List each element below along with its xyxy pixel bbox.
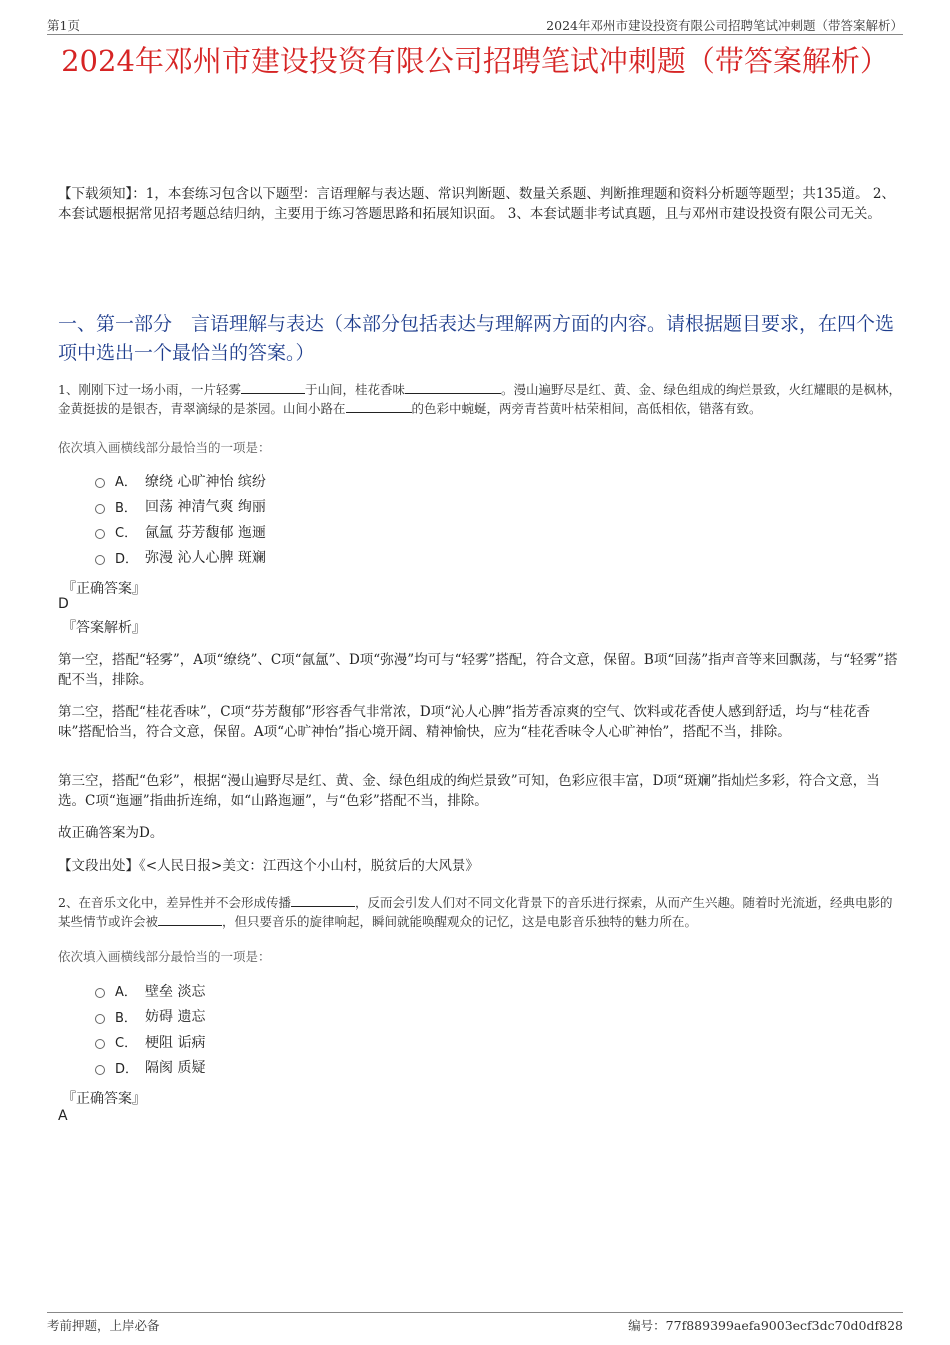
radio-button[interactable]	[95, 504, 105, 514]
radio-button[interactable]	[95, 529, 105, 539]
fill-blank	[405, 380, 501, 394]
analysis-conclusion: 故正确答案为D。	[58, 825, 164, 841]
option-text: 弥漫 沁人心脾 斑斓	[145, 550, 266, 567]
q1-text-part: 的色彩中蜿蜒，两旁青苔黄叶枯荣相间，高低相依，错落有致。	[411, 401, 762, 416]
option-text: 缭绕 心旷神怡 缤纷	[145, 473, 266, 490]
fill-blank	[346, 399, 412, 413]
option-text: 氤氲 芬芳馥郁 迤逦	[145, 524, 266, 541]
section-heading: 一、第一部分 言语理解与表达（本部分包括表达与理解两方面的内容。请根据题目要求，在四个选项中选出一个最恰当的答案。）	[58, 313, 895, 364]
correct-answer: D	[58, 596, 69, 612]
q2-text-part: ，但只要音乐的旋律响起，瞬间就能唤醒观众的记忆，这是电影音乐独特的魅力所在。	[222, 914, 698, 929]
option-c[interactable]	[95, 1029, 205, 1055]
radio-button[interactable]	[95, 988, 105, 998]
fill-blank	[158, 912, 222, 926]
option-letter: C．	[115, 526, 138, 542]
option-letter: B．	[115, 1010, 137, 1026]
radio-button[interactable]	[95, 1039, 105, 1049]
option-text: 梗阻 诟病	[145, 1034, 206, 1051]
option-a[interactable]	[95, 978, 205, 1004]
option-text: 壁垒 淡忘	[145, 983, 206, 1000]
fill-blank	[291, 893, 355, 907]
radio-button[interactable]	[95, 1065, 105, 1075]
option-letter: A．	[115, 475, 137, 491]
fill-blank	[241, 380, 305, 394]
answer-label: 『正确答案』	[62, 1091, 146, 1107]
header-doc-title: 2024年邓州市建设投资有限公司招聘笔试冲刺题（带答案解析）	[546, 18, 903, 33]
footer-slogan: 考前押题，上岸必备	[47, 1318, 160, 1333]
document-title: 2024年邓州市建设投资有限公司招聘笔试冲刺题（带答案解析）	[61, 44, 889, 78]
correct-answer: A	[58, 1108, 68, 1124]
question-2-options	[95, 978, 205, 1080]
option-text: 回荡 神清气爽 绚丽	[145, 499, 266, 516]
option-letter: D．	[115, 1061, 139, 1077]
option-letter: D．	[115, 551, 139, 567]
question-1-prompt: 依次填入画横线部分最恰当的一项是：	[58, 440, 271, 455]
option-letter: B．	[115, 500, 137, 516]
q2-text-part: ，反而会引发人们对不同文化背景下的音乐进行探索，从而产生兴趣。随着时光流逝，经典电影的某些情节或许会被	[58, 895, 893, 929]
page-footer	[47, 1312, 903, 1333]
download-notice: 【下载须知】：1，本套练习包含以下题型：言语理解与表达题、常识判断题、数量关系题、判断推理题和资料分析题等题型；共135道。 2、本套试题根据常见招考题总结归纳，主要用于练习答题思路和拓展知识面。 3、本套试题非考试真题，且与邓州市建设投资有限公司无关。	[58, 186, 895, 222]
analysis-label: 『答案解析』	[62, 620, 146, 636]
option-b[interactable]	[95, 1004, 205, 1030]
question-1-text	[58, 380, 902, 418]
radio-button[interactable]	[95, 1014, 105, 1024]
analysis-paragraph: 第二空，搭配“桂花香味”，C项“芬芳馥郁”形容香气非常浓，D项“沁人心脾”指芳香凉爽的空气、饮料或花香使人感到舒适，均与“桂花香味”搭配恰当，符合文意，保留。A项“心旷神怡”指心境开阔、精神愉快，应为“桂花香味令人心旷神怡”，搭配不当，排除。	[58, 704, 870, 740]
page-header	[47, 14, 903, 35]
option-text: 妨碍 遗忘	[145, 1009, 206, 1026]
question-2-text	[58, 893, 902, 931]
analysis-paragraph: 第三空，搭配“色彩”，根据“漫山遍野尽是红、黄、金、绿色组成的绚烂景致”可知，色彩应很丰富，D项“斑斓”指灿烂多彩，符合文意，当选。C项“迤逦”指曲折连绵，如“山路迤逦”，与“色彩”搭配不当，排除。	[58, 773, 880, 809]
page-number: 第1页	[47, 18, 80, 33]
radio-button[interactable]	[95, 555, 105, 565]
option-b[interactable]	[95, 494, 266, 520]
question-2-prompt: 依次填入画横线部分最恰当的一项是：	[58, 949, 271, 964]
option-text: 隔阂 质疑	[145, 1060, 206, 1077]
radio-button[interactable]	[95, 478, 105, 488]
option-letter: A．	[115, 985, 137, 1001]
option-d[interactable]	[95, 1055, 205, 1081]
answer-label: 『正确答案』	[62, 581, 146, 597]
q1-text-part: 1、刚刚下过一场小雨，一片轻雾	[58, 382, 241, 397]
source-citation: 【文段出处】《<人民日报>美文：江西这个小山村，脱贫后的大风景》	[58, 858, 479, 874]
option-c[interactable]	[95, 519, 266, 545]
q2-text-part: 2、在音乐文化中，差异性并不会形成传播	[58, 895, 291, 910]
q1-text-part: 。漫山遍野尽是红、黄、金、绿色组成的绚烂景致，火红耀眼的是枫林，金黄挺拔的是银杏，青翠滴绿的是茶园。山间小路在	[58, 382, 901, 416]
option-a[interactable]	[95, 468, 266, 494]
q1-text-part: 于山间，桂花香味	[304, 382, 405, 397]
question-1-options	[95, 468, 266, 570]
document-id: 编号：77f889399aefa9003ecf3dc70d0df828	[628, 1318, 903, 1333]
analysis-paragraph: 第一空，搭配“轻雾”，A项“缭绕”、C项“氤氲”、D项“弥漫”均可与“轻雾”搭配，符合文意，保留。B项“回荡”指声音等来回飘荡，与“轻雾”搭配不当，排除。	[58, 652, 898, 688]
option-d[interactable]	[95, 545, 266, 571]
option-letter: C．	[115, 1036, 138, 1052]
